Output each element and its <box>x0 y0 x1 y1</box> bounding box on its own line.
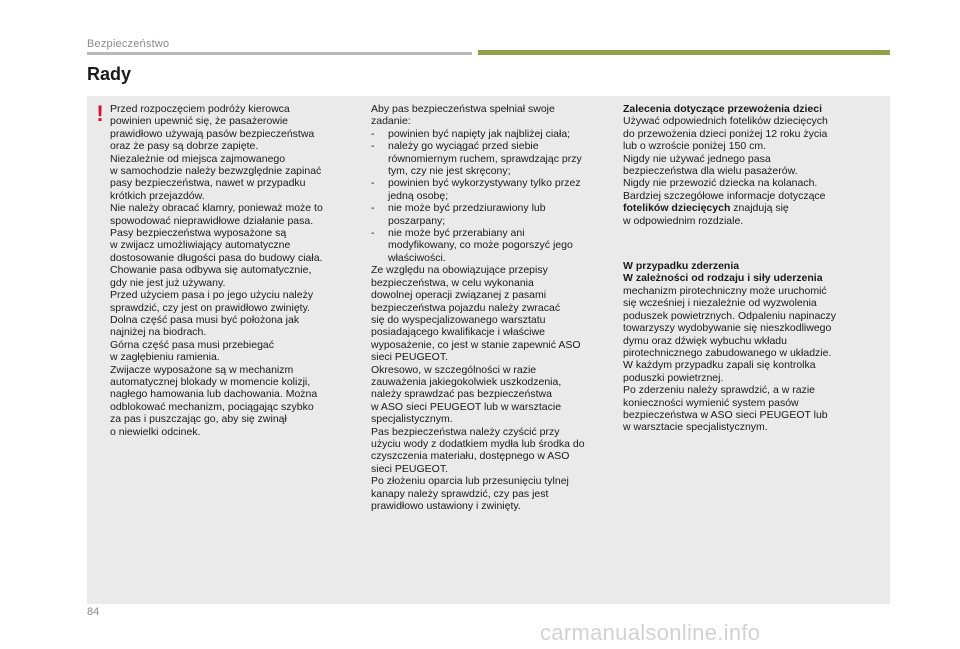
bullet-dash: - <box>371 227 375 240</box>
child-transport-text: Używać odpowiednich fotelików dziecięcych do przewożenia dzieci poniżej 12 roku życia lub o wzroście poniżej 150 cm. Nigdy nie używać jednego pasa bezpieczeństwa dla wielu pasażerów. Nigdy nie przewozić dziecka na kolanach. Bardziej szczegółowe informacje dotyczące fotelików dziecięcych znajdują się w odpowiednim rozdziale. <box>623 115 828 227</box>
column-3 <box>623 103 885 434</box>
header-rule-green <box>478 50 890 55</box>
list-item: - nie może być przedziurawiony lub poszarpany; <box>371 202 546 227</box>
column-1 <box>110 103 358 438</box>
page-title: Rady <box>87 64 132 84</box>
bullet-dash: - <box>371 140 375 153</box>
column-2 <box>371 103 619 512</box>
watermark: carmanualsonline.info <box>540 620 761 645</box>
child-transport-heading: Zalecenia dotyczące przewożenia dzieci <box>623 103 822 115</box>
list-item: - powinien być wykorzystywany tylko przez jedną osobę; <box>371 177 581 202</box>
list-item: - nie może być przerabiany ani modyfikowany, co może pogorszyć jego właściwości. <box>371 227 573 264</box>
header-rule-grey <box>87 52 472 55</box>
col1-text: Przed rozpoczęciem podróży kierowca powinien upewnić się, że pasażerowie prawidłowo używają pasów bezpieczeństwa oraz że pasy są dobrze zapięte. Niezależnie od miejsca zajmowanego w samochodzie należy bezwzględnie zapinać pasy bezpieczeństwa, nawet w przypadku krótkich przejazdów. Nie należy obracać klamry, ponieważ może to spowodować nieprawidłowe działanie pasa. Pasy bezpieczeństwa wyposażone są w zwijacz umożliwiający automatyczne dostosowanie długości pasa do budowy ciała. Chowanie pasa odbywa się automatycznie, gdy nie jest już używany. Przed użyciem pasa i po jego użyciu należy sprawdzić, czy jest on prawidłowo zwinięty. Dolna część pasa musi być położona jak najniżej na biodrach. Górna część pasa musi przebiegać w zagłębieniu ramienia. Zwijacze wyposażone są w mechanizm automatycznej blokady w momencie kolizji, nagłego hamowania lub dachowania. Można odblokować mechanizm, pociągając szybko za pas i puszczając go, aby się zwinął o niewielki odcinek. <box>110 103 323 438</box>
bullet-dash: - <box>371 202 375 215</box>
child-seats-bold: fotelików dziecięcych <box>623 202 731 215</box>
collision-heading: W przypadku zderzenia W zależności od rodzaju i siły uderzenia <box>623 260 823 285</box>
collision-block <box>623 260 885 434</box>
col2-intro: Aby pas bezpieczeństwa spełniał swoje zadanie: <box>371 103 555 128</box>
bullet-dash: - <box>371 127 375 140</box>
page-number: 84 <box>87 606 100 618</box>
bullet-dash: - <box>371 177 375 190</box>
list-item: - powinien być napięty jak najbliżej ciała; <box>371 127 571 140</box>
warning-exclamation-icon: ! <box>96 101 104 126</box>
list-item: - należy go wyciągać przed siebie równomiernym ruchem, sprawdzając przy tym, czy nie jest skręcony; <box>371 140 582 178</box>
col2-bullet-list <box>371 128 619 264</box>
col2-text: Ze względu na obowiązujące przepisy bezpieczeństwa, w celu wykonania dowolnej operacji związanej z pasami bezpieczeństwa pojazdu należy zwracać się do wyspecjalizowanego warsztatu posiadającego kwalifikacje i właściwe wyposażenie, co jest w stanie zapewnić ASO sieci PEUGEOT. Okresowo, w szczególności w razie zauważenia jakiegokolwiek uszkodzenia, należy sprawdzać pas bezpieczeństwa w ASO sieci PEUGEOT lub w warsztacie specjalistycznym. Pas bezpieczeństwa należy czyścić przy użyciu wody z dodatkiem mydła lub środka do czyszczenia materiału, dostępnego w ASO sieci PEUGEOT. Po złożeniu oparcia lub przesunięciu tylnej kanapy należy sprawdzić, czy pas jest prawidłowo ustawiony i zwinięty. <box>371 264 585 512</box>
collision-text: mechanizm pirotechniczny może uruchomić się wcześniej i niezależnie od wyzwolenia poduszek powietrznych. Odpaleniu napinaczy towarzyszy wydobywanie się nieszkodliwego dymu oraz dźwięk wybuchu wkładu pirotechnicznego zabudowanego w układzie. W każdym przypadku zapali się kontrolka poduszki powietrznej. Po zderzeniu należy sprawdzić, a w razie konieczności wymienić system pasów bezpieczeństwa w ASO sieci PEUGEOT lub w warsztacie specjalistycznym. <box>623 284 837 434</box>
section-header: Bezpieczeństwo <box>87 38 170 50</box>
